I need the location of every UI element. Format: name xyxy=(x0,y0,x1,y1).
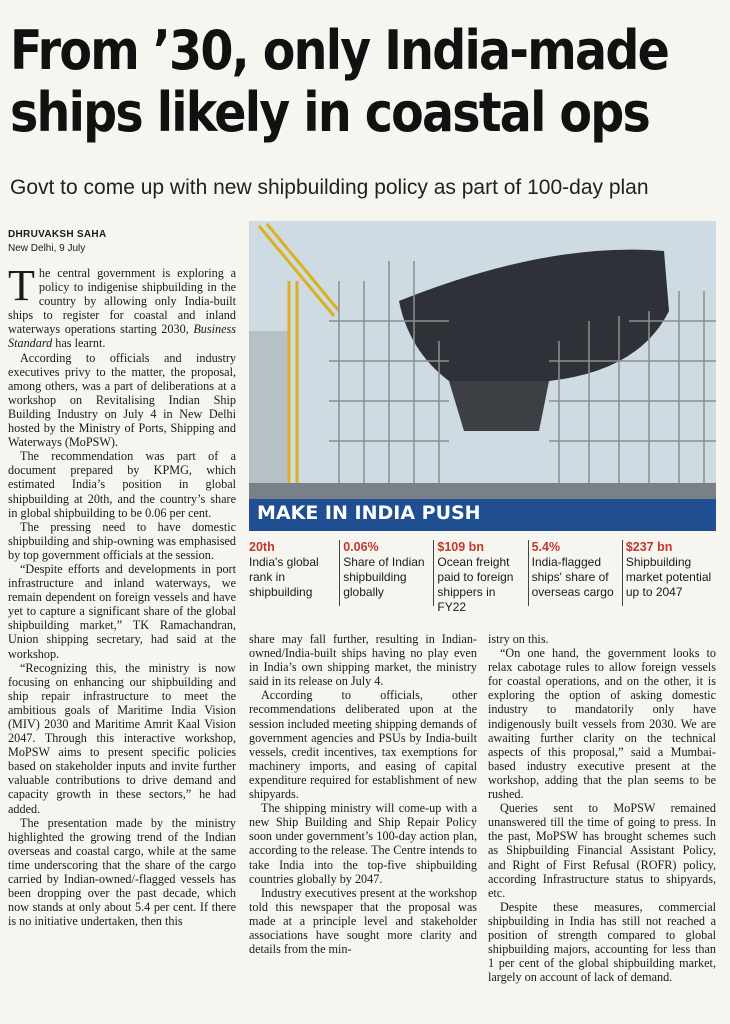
stat-value: $237 bn xyxy=(625,540,673,554)
byline xyxy=(8,228,238,256)
paragraph: share may fall further, resulting in Indian-owned/India-built ships having no play even in India’s own shipping market, the ministry said in its release on July 4. xyxy=(249,632,477,689)
headline xyxy=(10,20,723,144)
stat-value: 0.06% xyxy=(343,540,379,554)
author-name: DHRUVAKSH SAHA xyxy=(8,229,107,240)
paragraph: “Despite efforts and developments in port infrastructure and inland waterways, we remain dependent on foreign vessels and have yet to capture a significant share of the global shipbuilding market,” TK Ramachandran, Union shipping secretary, had said at the workshop. xyxy=(8,561,236,661)
stat-label: India-flagged ships' share of overseas cargo xyxy=(531,555,614,599)
subheadline: Govt to come up with new shipbuilding policy as part of 100-day plan xyxy=(10,176,649,199)
stat-label: Share of Indian shipbuilding globally xyxy=(343,555,425,599)
stat-label: Ocean freight paid to foreign shippers in FY22 xyxy=(437,555,514,614)
stat-value: 5.4% xyxy=(531,540,561,554)
paragraph: According to officials and industry executives privy to the matter, the proposal, among others, was a part of deliberations at a workshop on Revitalising Indian Ship Building Industry on July 4 in New Delhi hosted by the Ministry of Ports, Shipping and Waterways (MoPSW). xyxy=(8,350,236,450)
dateline: New Delhi, 9 July xyxy=(8,243,86,254)
lead-paragraph: The central government is exploring a policy to indigenise shipbuilding in the country by allowing only India-built ships to register for coastal and inland waterways operations starting 2030, Business Standard has learnt. xyxy=(8,261,236,351)
stats-strip xyxy=(249,540,716,614)
headline-line-2: ships likely in coastal ops xyxy=(10,81,650,144)
stat-item xyxy=(528,540,622,606)
paragraph: istry on this. xyxy=(488,632,549,646)
publication-name: Business Standard xyxy=(8,322,236,351)
paragraph: The pressing need to have domestic shipbuilding and ship-owning was emphasised by top government officials at the session. xyxy=(8,519,236,562)
paragraph: The shipping ministry will come-up with a new Ship Building and Ship Repair Policy soon under government’s 100-day action plan, according to the release. The Centre intends to take India into the top-five shipbuilding countries globally by 2047. xyxy=(249,801,477,886)
stat-item xyxy=(339,540,433,606)
paragraph: Despite these measures, commercial shipbuilding in India has still not reached a position of strength compared to global shipbuilding majors, accounting for less than 1 per cent of the global shipbuilding market, largely on account of lack of demand. xyxy=(488,899,716,985)
paragraph: Industry executives present at the workshop told this newspaper that the proposal was made at a principle level and stakeholder associations have sought more clarity and details from the min- xyxy=(249,885,477,957)
paragraph: According to officials, other recommendations deliberated upon at the session included meeting shipping demands of government agencies and PSUs by India-built vessels, credit incentives, tax exemptions for machinery imports, and easing of capital expenditure required for establishment of new shipyards. xyxy=(249,688,477,802)
article-column-2 xyxy=(249,632,477,956)
ship-construction-photo xyxy=(249,221,716,499)
paragraph: The recommendation was part of a document prepared by KPMG, which estimated India’s position in global shipbuilding at 20th, and the country’s share in global shipbuilding to be 0.06 per cent. xyxy=(8,449,236,520)
ship-under-construction-icon xyxy=(249,221,716,499)
stat-value: 20th xyxy=(249,540,275,554)
banner-title: MAKE IN INDIA PUSH xyxy=(257,502,481,524)
stat-label: India's global rank in shipbuilding xyxy=(249,555,319,599)
headline-line-1: From ’30, only India-made xyxy=(10,19,669,82)
stat-value: $109 bn xyxy=(437,540,484,554)
paragraph: The presentation made by the ministry highlighted the growing trend of the Indian overseas and coastal cargo, while at the same time underscoring that the share of the cargo carried by Indian-owned/-flagged vessels has been dropping over the past decade, which now stands at only about 5.4 per cent. If there is no initiative undertaken, then this xyxy=(8,815,236,929)
stat-item xyxy=(249,540,339,606)
stat-label: Shipbuilding market potential up to 2047 xyxy=(625,555,712,599)
paragraph: “Recognizing this, the ministry is now focusing on enhancing our shipbuilding and ship repair infrastructure to meet the ambitious goals of Maritime India Vision (MIV) 2030 and Maritime Amrit Kaal Vision 2047. Through this interactive workshop, MoPSW aims to present specific policies based on stakeholder inputs and invite further valuable contributions to drive demand and capacity growth in these sectors,” he had added. xyxy=(8,660,236,816)
paragraph: Queries sent to MoPSW remained unanswered till the time of going to press. In the past, MoPSW has brought schemes such as Shipbuilding Financial Assistant Policy, and Right of First Refusal (ROFR) policy, according Infrastructure status to shipyards, etc. xyxy=(488,801,716,900)
drop-cap: T xyxy=(8,261,35,310)
make-in-india-banner xyxy=(249,499,716,531)
article-column-1 xyxy=(8,261,236,929)
stat-item xyxy=(622,540,716,606)
stat-item xyxy=(433,540,527,614)
article-column-3 xyxy=(488,632,716,984)
paragraph: “On one hand, the government looks to relax cabotage rules to allow foreign vessels for coastal operations, and on the other, it is exploring the option of asking domestic industry to mandatorily only have indigenously built vessels from 2030. We are awaiting further clarity on the technical aspects of this proposal,” said a Mumbai-based industry executive present at the workshop, adding that the plan seems to be rushed. xyxy=(488,646,716,802)
